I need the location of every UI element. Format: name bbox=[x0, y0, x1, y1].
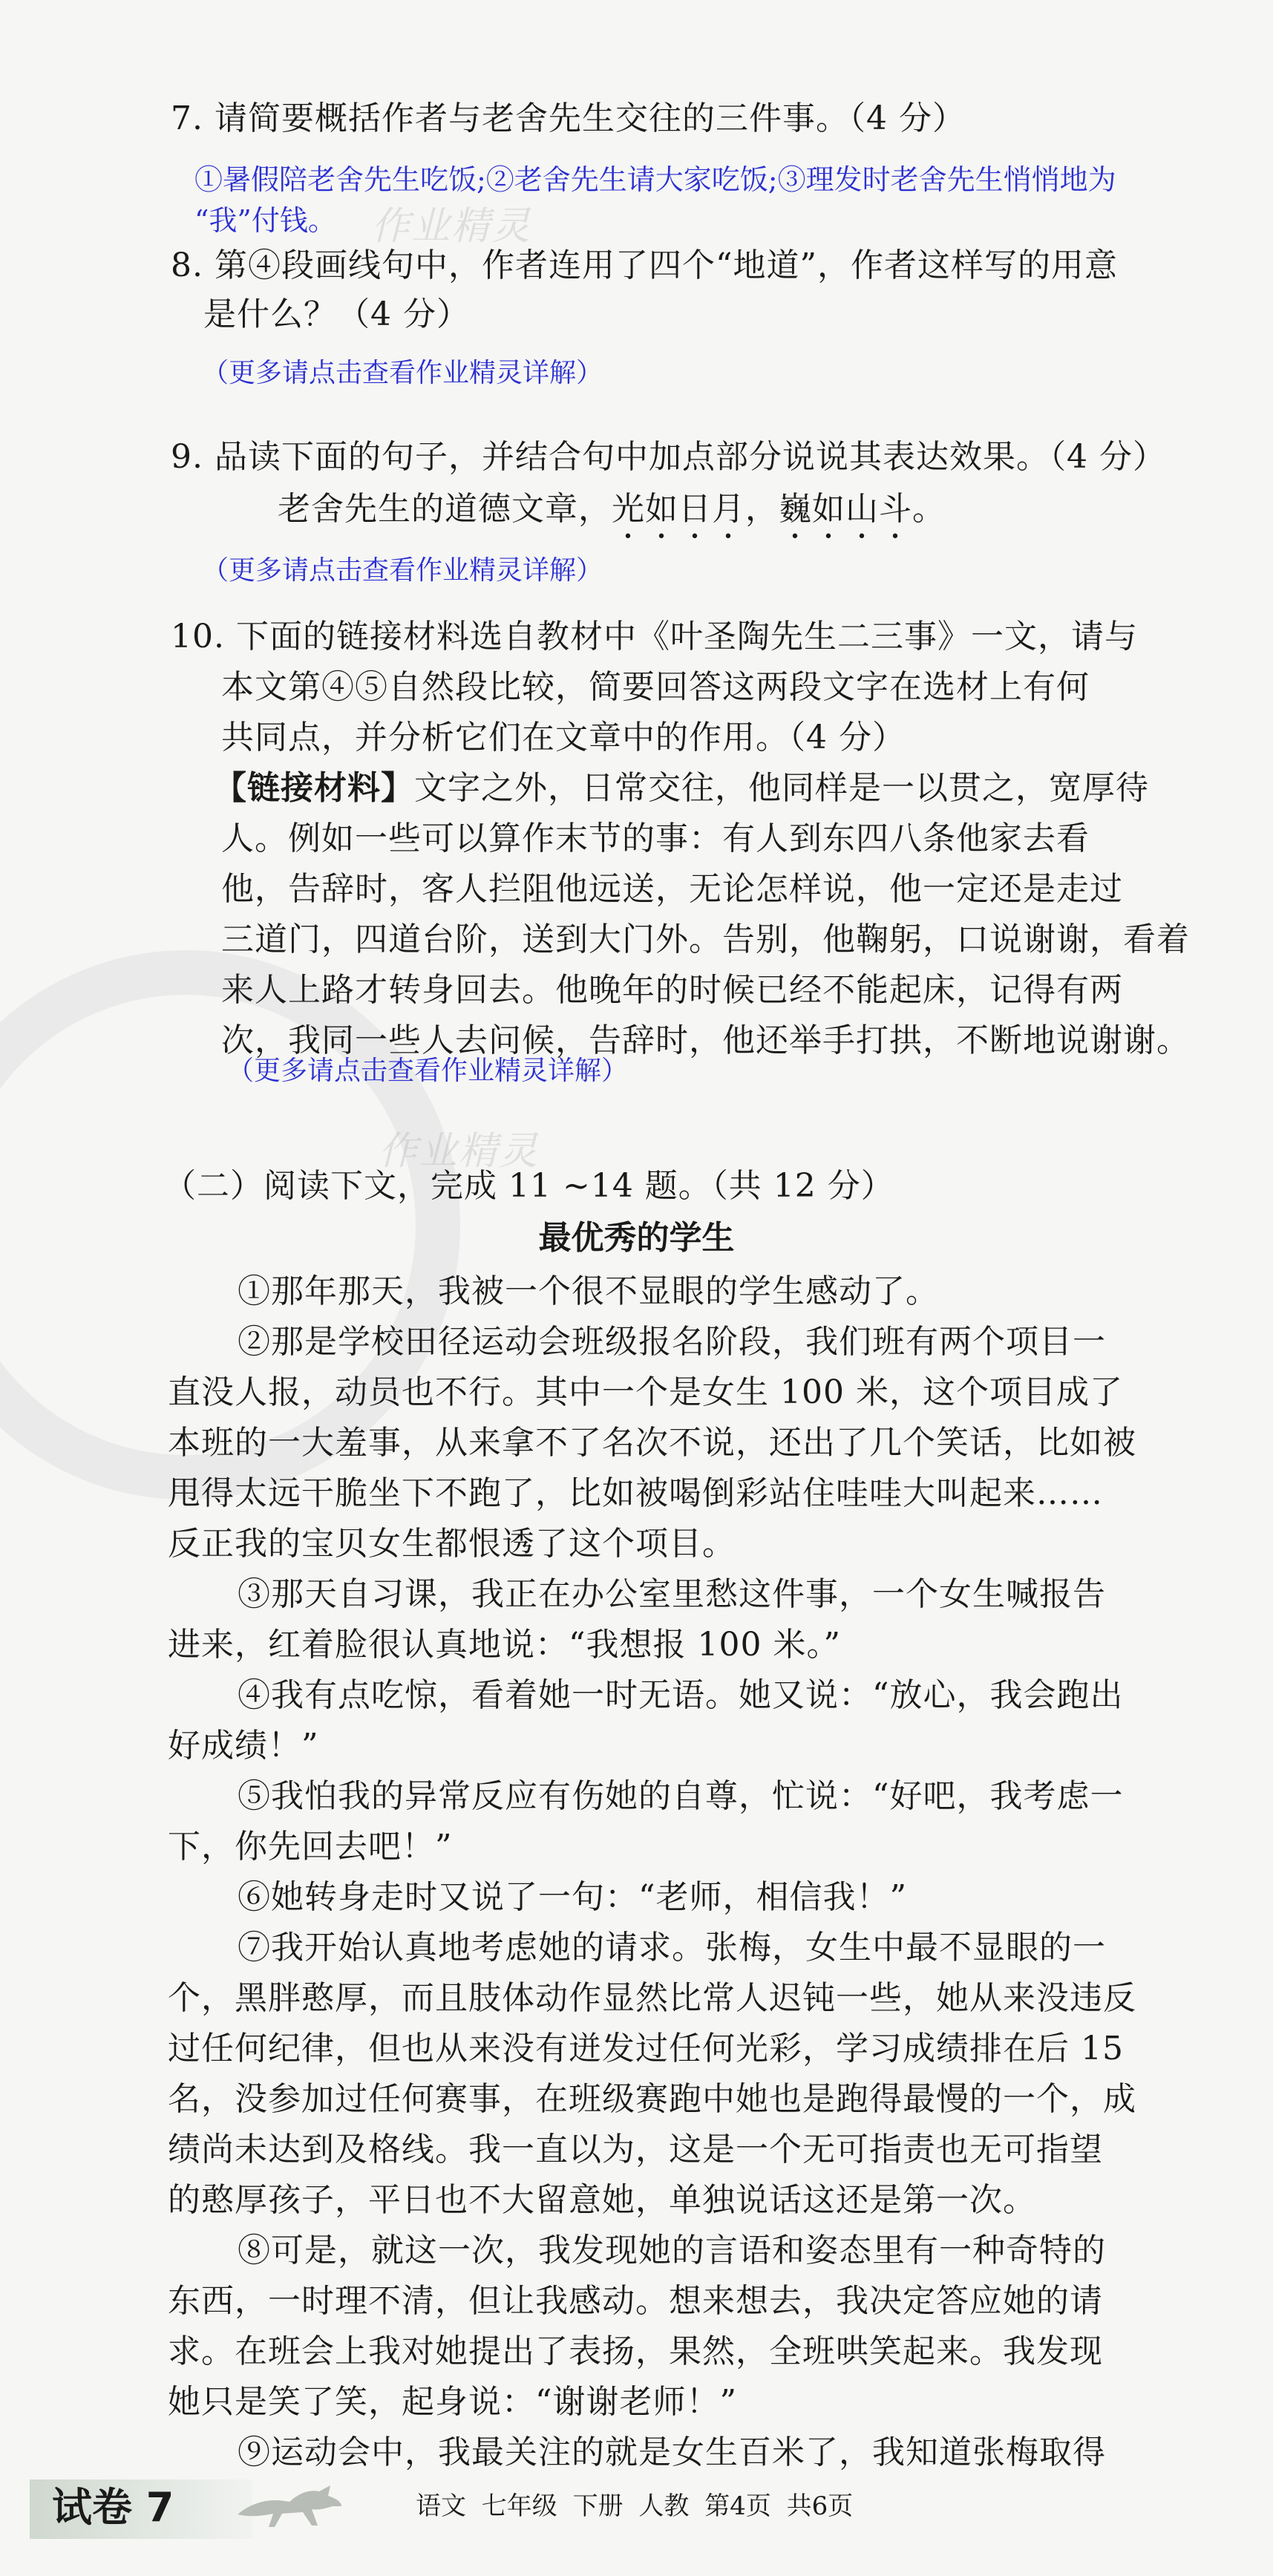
question-8-line1: 8. 第④段画线句中，作者连用了四个“地道”，作者这样写的用意 bbox=[171, 246, 1118, 284]
page-footer bbox=[0, 2465, 1273, 2546]
paragraph-line: 好成绩！” bbox=[168, 1727, 319, 1765]
watermark: 作业精灵 bbox=[379, 1129, 540, 1174]
paragraph-line: 绩尚未达到及格线。我一直以为，这是一个无可指责也无可指望 bbox=[168, 2131, 1103, 2168]
sentence-part-2: ， bbox=[745, 490, 779, 528]
paragraph-line: ③那天自习课，我正在办公室里愁这件事，一个女生喊报告 bbox=[238, 1575, 1106, 1613]
paragraph-line: ②那是学校田径运动会班级报名阶段，我们班有两个项目一 bbox=[238, 1323, 1106, 1361]
question-10-line2: 本文第④⑤自然段比较，简要回答这两段文字在选材上有何 bbox=[221, 668, 1090, 706]
question-10-line3: 共同点，并分析它们在文章中的作用。（4 分） bbox=[221, 719, 906, 756]
material-line6: 次，我同一些人去问候，告辞时，他还举手打拱，不断地说谢谢。 bbox=[221, 1021, 1190, 1059]
horse-icon bbox=[230, 2481, 349, 2533]
page-info: 语文 七年级 下册 人教 第4页 共6页 bbox=[416, 2491, 854, 2521]
paragraph-line: ⑤我怕我的异常反应有伤她的自尊，忙说：“好吧，我考虑一 bbox=[238, 1777, 1124, 1815]
paragraph-line: ⑧可是，就这一次，我发现她的言语和姿态里有一种奇特的 bbox=[238, 2232, 1106, 2269]
paragraph-line: 下，你先回去吧！” bbox=[168, 1828, 453, 1866]
sentence-part-1: 老舍先生的道德文章， bbox=[278, 490, 612, 528]
paragraph-line: ⑦我开始认真地考虑她的请求。张梅，女生中最不显眼的一 bbox=[238, 1929, 1106, 1967]
paragraph-line: 反正我的宝贝女生都恨透了这个项目。 bbox=[168, 1525, 736, 1563]
paragraph-line: 直没人报，动员也不行。其中一个是女生 100 米，这个项目成了 bbox=[168, 1373, 1123, 1411]
paragraph-line: 甩得太远干脆坐下不跑了，比如被喝倒彩站住哇哇大叫起来…… bbox=[168, 1474, 1103, 1512]
question-7: 7. 请简要概括作者与老舍先生交往的三件事。（4 分） bbox=[171, 99, 966, 137]
paragraph-line: 名，没参加过任何赛事，在班级赛跑中她也是跑得最慢的一个，成 bbox=[168, 2080, 1136, 2118]
watermark: 作业精灵 bbox=[371, 204, 532, 249]
paragraph-line: 的憨厚孩子，平日也不大留意她，单独说话这还是第一次。 bbox=[168, 2181, 1036, 2219]
answer-7-line2: “我”付钱。 bbox=[194, 204, 336, 237]
paragraph-line: 东西，一时理不清，但让我感动。想来想去，我决定答应她的请 bbox=[168, 2282, 1103, 2320]
paragraph-line: ④我有点吃惊，看着她一时无语。她又说：“放心，我会跑出 bbox=[238, 1676, 1124, 1714]
more-details-link-q9[interactable]: （更多请点击查看作业精灵详解） bbox=[202, 555, 603, 586]
paragraph-line: 过任何纪律，但也从来没有迸发过任何光彩，学习成绩排在后 15 bbox=[168, 2030, 1124, 2067]
question-8-line2: 是什么？（4 分） bbox=[203, 295, 470, 333]
question-9-sentence bbox=[278, 486, 946, 546]
paragraph-line: 个，黑胖憨厚，而且肢体动作显然比常人迟钝一些，她从来没违反 bbox=[168, 1979, 1136, 2017]
dotted-phrase-1: 光如日月 bbox=[612, 490, 745, 528]
answer-7-line1: ①暑假陪老舍先生吃饭;②老舍先生请大家吃饭;③理发时老舍先生悄悄地为 bbox=[194, 163, 1116, 196]
question-9: 9. 品读下面的句子，并结合句中加点部分说说其表达效果。（4 分） bbox=[171, 438, 1166, 476]
paragraph-line: 本班的一大羞事，从来拿不了名次不说，还出了几个笑话，比如被 bbox=[168, 1424, 1136, 1462]
material-line1 bbox=[214, 765, 1149, 812]
paragraph-line: 进来，红着脸很认真地说：“我想报 100 米。” bbox=[168, 1626, 841, 1664]
dotted-phrase-2: 巍如山斗 bbox=[779, 490, 912, 528]
more-details-link-q8[interactable]: （更多请点击查看作业精灵详解） bbox=[202, 358, 603, 388]
material-text: 文字之外，日常交往，他同样是一以贯之，宽厚待 bbox=[414, 769, 1149, 807]
question-10-line1: 10. 下面的链接材料选自教材中《叶圣陶先生二三事》一文，请与 bbox=[171, 618, 1138, 656]
paper-number: 试卷 7 bbox=[52, 2484, 174, 2531]
material-line5: 来人上路才转身回去。他晚年的时候已经不能起床，记得有两 bbox=[221, 971, 1123, 1009]
more-details-link-q10[interactable]: （更多请点击查看作业精灵详解） bbox=[227, 1056, 629, 1086]
sentence-part-3: 。 bbox=[912, 490, 946, 528]
material-line2: 人。例如一些可以算作末节的事：有人到东四八条他家去看 bbox=[221, 820, 1090, 857]
paragraph-line: ①那年那天，我被一个很不显眼的学生感动了。 bbox=[238, 1272, 939, 1310]
material-label: 【链接材料】 bbox=[214, 769, 414, 807]
paragraph-line: 她只是笑了笑，起身说：“谢谢老师！” bbox=[168, 2383, 737, 2421]
material-line3: 他，告辞时，客人拦阻他远送，无论怎样说，他一定还是走过 bbox=[221, 870, 1123, 908]
material-line4: 三道门，四道台阶，送到大门外。告别，他鞠躬，口说谢谢，看着 bbox=[221, 921, 1190, 958]
section-heading: （二）阅读下文，完成 11 ~14 题。（共 12 分） bbox=[163, 1167, 894, 1205]
paragraph-line: ⑥她转身走时又说了一句：“老师，相信我！” bbox=[238, 1878, 907, 1916]
paragraph-line: ⑨运动会中，我最关注的就是女生百米了，我知道张梅取得 bbox=[238, 2433, 1106, 2471]
paragraph-line: 求。在班会上我对她提出了表扬，果然，全班哄笑起来。我发现 bbox=[168, 2333, 1103, 2370]
article-title: 最优秀的学生 bbox=[538, 1219, 735, 1257]
